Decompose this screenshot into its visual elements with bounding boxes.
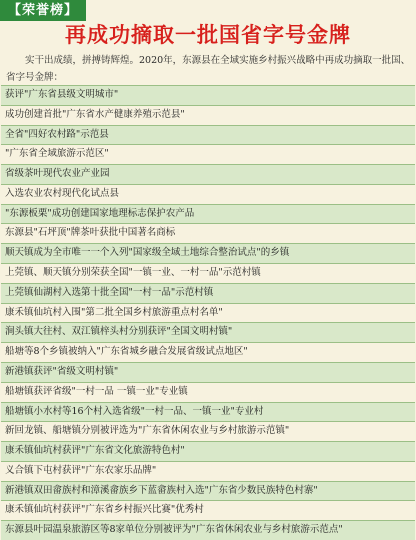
list-item: 入选农业农村现代化试点县 xyxy=(1,184,415,204)
intro-paragraph: 实干出成绩，拼搏铸辉煌。2020年，东源县在全域实施乡村振兴战略中再成功摘取一批国、省字号金牌： xyxy=(6,55,411,83)
list-item: "东源板栗"成功创建国家地理标志保护农产品 xyxy=(1,204,415,224)
list-item: 全省"四好农村路"示范县 xyxy=(1,125,415,145)
list-item: 康禾镇仙坑村获评"广东省乡村振兴比赛"优秀村 xyxy=(1,500,415,520)
list-item: 获评"广东省县级文明城市" xyxy=(1,85,415,105)
list-item: 新回龙镇、船塘镇分别被评选为"广东省休闲农业与乡村旅游示范镇" xyxy=(1,421,415,441)
list-item: 船塘镇小水村等16个村入选省级"一村一品、一镇一业"专业村 xyxy=(1,402,415,422)
list-item: 东源县"石坪顶"牌茶叶获批中国著名商标 xyxy=(1,223,415,243)
list-item: 新港镇双田畲族村和漳溪畲族乡下蓝畲族村入选"广东省少数民族特色村寨" xyxy=(1,481,415,501)
list-item: 新港镇获评"省级文明村镇" xyxy=(1,362,415,382)
list-item: "广东省全域旅游示范区" xyxy=(1,144,415,164)
list-item: 康禾镇仙坑村入围"第二批全国乡村旅游重点村名单" xyxy=(1,303,415,323)
list-item: 康禾镇仙坑村获评"广东省文化旅游特色村" xyxy=(1,441,415,461)
section-tag: 【荣誉榜】 xyxy=(0,0,86,21)
list-item: 省级茶叶现代农业产业园 xyxy=(1,164,415,184)
list-item: 船塘等8个乡镇被纳入"广东省城乡融合发展省级试点地区" xyxy=(1,342,415,362)
list-item: 顺天镇成为全市唯一一个入列"国家级全域土地综合整治试点"的乡镇 xyxy=(1,243,415,263)
list-item: 涧头镇大往村、双江镇梓头村分别获评"全国文明村镇" xyxy=(1,322,415,342)
honors-list xyxy=(1,85,415,540)
headline: 再成功摘取一批国省字号金牌 xyxy=(65,22,351,47)
list-item: 义合镇下屯村获评"广东农家乐品牌" xyxy=(1,461,415,481)
list-item: 船塘镇获评省级"一村一品 一镇一业"专业镇 xyxy=(1,382,415,402)
list-item: 成功创建首批"广东省水产健康养殖示范县" xyxy=(1,105,415,125)
list-item: 上莞镇、顺天镇分别荣获全国"一镇一业、一村一品"示范村镇 xyxy=(1,263,415,283)
list-item: 东源县叶园温泉旅游区等8家单位分别被评为"广东省休闲农业与乡村旅游示范点" xyxy=(1,520,415,540)
list-item: 上莞镇仙湖村入选第十批全国"一村一品"示范村镇 xyxy=(1,283,415,303)
